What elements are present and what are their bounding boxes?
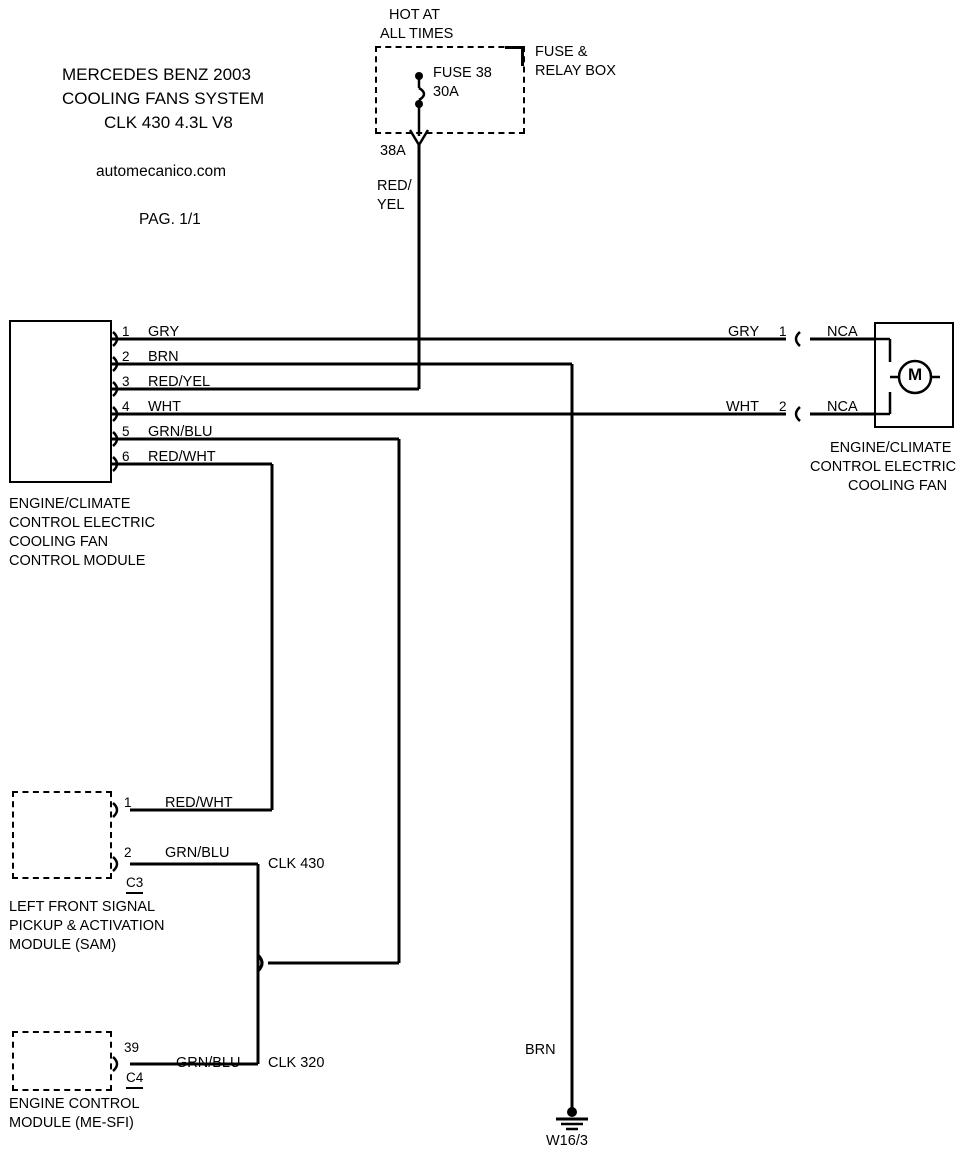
fan-pin-1-number: 1	[779, 324, 787, 339]
fan-label-line1: ENGINE/CLIMATE	[830, 440, 952, 456]
cooling-fan-control-module-box	[9, 320, 112, 483]
control-module-pin-5-number: 5	[122, 424, 130, 439]
control-module-pin-1-number: 1	[122, 324, 130, 339]
fan-wire-2-color: WHT	[726, 399, 760, 415]
ground-wire-color: BRN	[525, 1042, 556, 1058]
fan-pin-2-number: 2	[779, 399, 787, 414]
diagram-title-line2: COOLING FANS SYSTEM	[62, 89, 265, 108]
fan-connector-2-label: NCA	[827, 399, 858, 415]
ecm-pin-39-wire: GRN/BLU	[176, 1055, 241, 1071]
sam-module-box	[12, 791, 112, 879]
control-module-label-line2: CONTROL ELECTRIC	[9, 515, 156, 531]
sam-label-line1: LEFT FRONT SIGNAL	[9, 899, 156, 915]
power-wire-color-line1: RED/	[377, 178, 412, 194]
fuse-bottom-dot	[415, 100, 423, 108]
sam-label-line3: MODULE (SAM)	[9, 937, 117, 953]
control-module-label-line1: ENGINE/CLIMATE	[9, 496, 131, 512]
control-module-pin-1-wire: GRY	[148, 324, 180, 340]
fuse-relay-box-label-line1: FUSE &	[535, 44, 588, 60]
power-wire-color-line2: YEL	[377, 197, 405, 213]
diagram-title-line3: CLK 430 4.3L V8	[104, 113, 233, 132]
source-website: automecanico.com	[96, 163, 227, 180]
control-module-pin-5-wire: GRN/BLU	[148, 424, 213, 440]
control-module-pin-4-number: 4	[122, 399, 130, 414]
motor-symbol-label: M	[908, 365, 923, 384]
fan-connector-1-label: NCA	[827, 324, 858, 340]
ground-point-label: W16/3	[546, 1133, 588, 1149]
control-module-label-line3: COOLING FAN	[9, 534, 109, 550]
sam-pin-1-number: 1	[124, 795, 132, 810]
sam-connector-label: C3	[126, 875, 143, 894]
sam-label-line2: PICKUP & ACTIVATION	[9, 918, 165, 934]
control-module-label-line4: CONTROL MODULE	[9, 553, 146, 569]
ecm-pin-39-note: CLK 320	[268, 1055, 325, 1071]
fan-label-line3: COOLING FAN	[848, 478, 948, 494]
sam-pin-2-wire: GRN/BLU	[165, 845, 230, 861]
fan-label-line2: CONTROL ELECTRIC	[810, 459, 957, 475]
hot-at-all-times-line2: ALL TIMES	[380, 26, 454, 42]
control-module-pin-6-number: 6	[122, 449, 130, 464]
hot-at-all-times-line1: HOT AT	[389, 7, 441, 23]
control-module-pin-3-number: 3	[122, 374, 130, 389]
control-module-pin-2-wire: BRN	[148, 349, 179, 365]
fuse-relay-box-label-line2: RELAY BOX	[535, 63, 616, 79]
diagram-title-line1: MERCEDES BENZ 2003	[62, 65, 251, 84]
control-module-pin-4-wire: WHT	[148, 399, 182, 415]
sam-pin-2-note: CLK 430	[268, 856, 325, 872]
sam-pin-1-wire: RED/WHT	[165, 795, 233, 811]
control-module-pin-3-wire: RED/YEL	[148, 374, 211, 390]
fuse-name-label: FUSE 38	[433, 65, 492, 81]
fuse-box-bracket-vertical	[521, 46, 524, 66]
ecm-module-box	[12, 1031, 112, 1091]
control-module-pin-6-wire: RED/WHT	[148, 449, 216, 465]
ecm-connector-label: C4	[126, 1070, 143, 1089]
ecm-label-line1: ENGINE CONTROL	[9, 1096, 140, 1112]
page-number: PAG. 1/1	[139, 211, 201, 228]
sam-pin-2-number: 2	[124, 845, 132, 860]
fan-wire-1-color: GRY	[728, 324, 760, 340]
fuse-terminal-label: 38A	[380, 143, 406, 159]
ecm-pin-39-number: 39	[124, 1040, 140, 1055]
fuse-top-dot	[415, 72, 423, 80]
control-module-pin-2-number: 2	[122, 349, 130, 364]
ecm-label-line2: MODULE (ME-SFI)	[9, 1115, 134, 1131]
fuse-rating-label: 30A	[433, 84, 459, 100]
fuse-box-bracket-top	[505, 46, 523, 49]
